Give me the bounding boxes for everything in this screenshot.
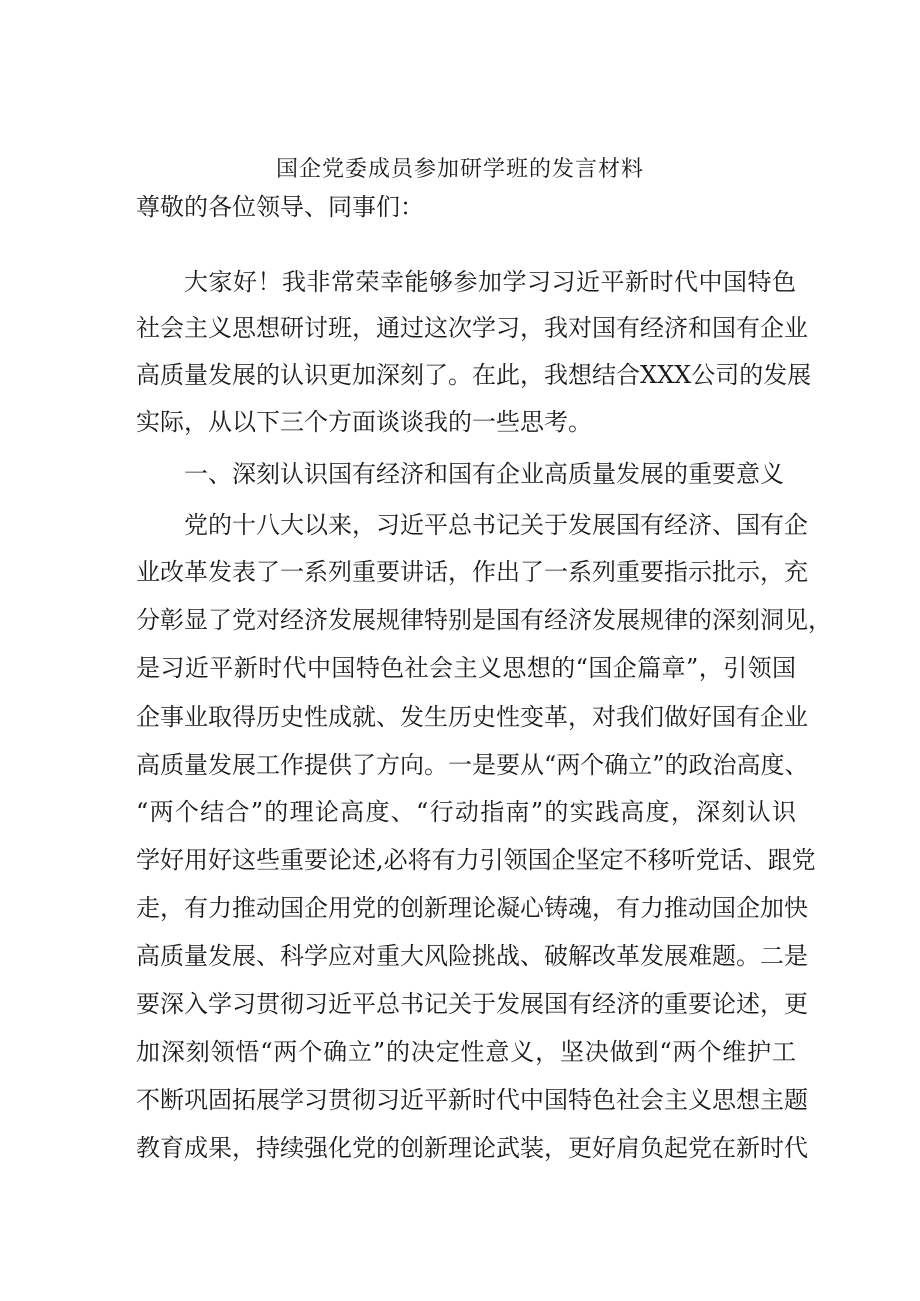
paragraph-line: 高质量发展的认识更加深刻了。在此，我想结合XXX公司的发展	[136, 361, 812, 389]
paragraph-line: 分彰显了党对经济发展规律特别是国有经济发展规律的深刻洞见，	[136, 606, 832, 634]
section-heading: 一、深刻认识国有经济和国有企业高质量发展的重要意义	[184, 460, 784, 488]
document-title: 国企党委成员参加研学班的发言材料	[275, 157, 644, 182]
paragraph-line: 教育成果，持续强化党的创新理论武装，更好肩负起党在新时代	[136, 1134, 808, 1162]
paragraph-line: “两个结合”的理论高度、“行动指南”的实践高度，深刻认识	[136, 798, 796, 826]
paragraph-line: 是习近平新时代中国特色社会主义思想的“国企篇章”，引领国	[136, 654, 796, 682]
paragraph-line: 业改革发表了一系列重要讲话，作出了一系列重要指示批示，充	[136, 558, 808, 586]
paragraph-line: 实际，从以下三个方面谈谈我的一些思考。	[136, 408, 592, 436]
paragraph-line: 加深刻领悟“两个确立”的决定性意义，坚决做到“两个维护工	[136, 1038, 796, 1066]
paragraph-line: 高质量发展工作提供了方向。一是要从“两个确立”的政治高度、	[136, 751, 809, 779]
paragraph-line: 大家好！我非常荣幸能够参加学习习近平新时代中国特色	[184, 268, 796, 296]
paragraph-line: 学好用好这些重要论述,必将有力引领国企坚定不移听党话、跟党	[136, 846, 816, 874]
paragraph-line: 党的十八大以来，习近平总书记关于发展国有经济、国有企	[184, 511, 808, 539]
paragraph-line: 走，有力推动国企用党的创新理论凝心铸魂，有力推动国企加快	[136, 894, 808, 922]
paragraph-line: 要深入学习贯彻习近平总书记关于发展国有经济的重要论述，更	[136, 990, 808, 1018]
paragraph-line: 不断巩固拓展学习贯彻习近平新时代中国特色社会主义思想主题	[136, 1086, 808, 1114]
salutation: 尊敬的各位领导、同事们：	[136, 193, 424, 221]
paragraph-line: 高质量发展、科学应对重大风险挑战、破解改革发展难题。二是	[136, 942, 808, 970]
paragraph-line: 社会主义思想研讨班，通过这次学习，我对国有经济和国有企业	[136, 314, 808, 342]
paragraph-line: 企事业取得历史性成就、发生历史性变革，对我们做好国有企业	[136, 703, 808, 731]
